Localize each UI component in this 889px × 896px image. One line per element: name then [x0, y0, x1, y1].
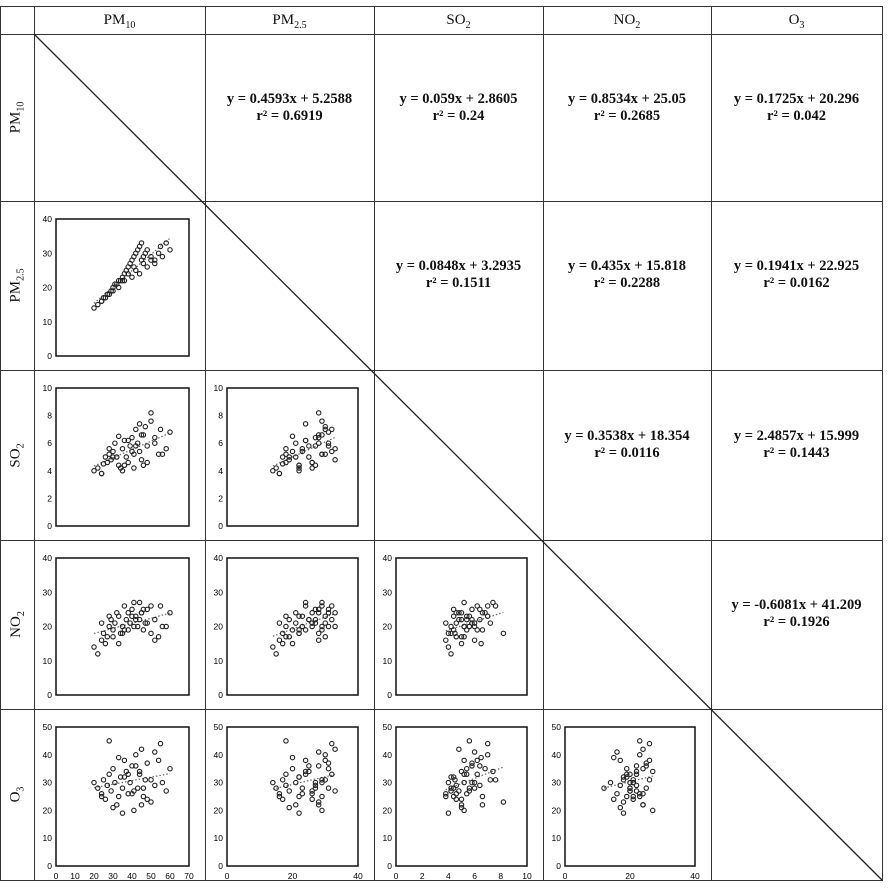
- column-header-pm10: [34, 6, 205, 34]
- r-squared-text: r² = 0.24: [432, 107, 485, 124]
- x-tick-label: 6: [472, 871, 477, 881]
- r-squared-text: r² = 0.1926: [763, 614, 830, 631]
- x-tick-label: 40: [690, 871, 700, 881]
- x-tick-label: 2: [419, 871, 425, 881]
- row-label-base: PM: [7, 280, 24, 303]
- equation-text: y = 0.059x + 2.8605: [399, 90, 518, 107]
- y-tick-label: 20: [213, 805, 223, 816]
- row-label-pm2-5: [0, 201, 34, 370]
- scatter-plot-no2-vs-pm10: [34, 540, 205, 709]
- y-tick-label: 10: [551, 833, 561, 844]
- equation-text: y = 2.4857x + 15.999: [733, 427, 860, 444]
- regression-equation: [374, 258, 543, 292]
- r-squared-text: r² = 0.1511: [425, 275, 492, 292]
- regression-equation: [711, 258, 882, 292]
- plot-frame: [56, 727, 189, 866]
- column-header-no2: [543, 6, 711, 34]
- plot-frame: [565, 727, 695, 866]
- y-tick-label: 30: [382, 777, 392, 788]
- x-tick-label: 0: [224, 871, 230, 881]
- row-label-subscript: 10: [15, 101, 27, 112]
- y-tick-label: 40: [42, 553, 52, 563]
- scatter-plot-o3-vs-pm10: [34, 709, 205, 896]
- y-tick-label: 0: [47, 690, 52, 700]
- row-label-base: NO: [7, 616, 24, 638]
- y-tick-label: 30: [42, 587, 52, 598]
- x-tick-label: 20: [287, 871, 298, 881]
- y-tick-label: 50: [213, 722, 223, 732]
- y-tick-label: 20: [213, 621, 223, 632]
- y-tick-label: 20: [382, 805, 392, 816]
- y-tick-label: 0: [387, 690, 392, 700]
- equation-text: y = 0.0848x + 3.2935: [395, 258, 522, 275]
- y-tick-label: 10: [42, 655, 52, 666]
- y-tick-label: 8: [47, 410, 52, 421]
- y-tick-label: 2: [218, 493, 223, 504]
- y-tick-label: 30: [42, 777, 52, 788]
- header-base: SO: [446, 12, 466, 28]
- y-tick-label: 40: [382, 749, 392, 760]
- y-tick-label: 0: [47, 521, 52, 531]
- regression-equation: [543, 91, 711, 125]
- r-squared-text: r² = 0.0162: [763, 275, 830, 292]
- scatter-plot-so2-vs-pm2-5: [205, 370, 374, 540]
- row-label-text: [8, 102, 27, 134]
- y-tick-label: 10: [382, 833, 392, 844]
- x-tick-label: 4: [446, 871, 451, 881]
- regression-equation: [543, 428, 711, 462]
- y-tick-label: 0: [47, 861, 52, 871]
- x-tick-label: 20: [625, 871, 635, 881]
- r-squared-text: r² = 0.1443: [763, 444, 830, 461]
- x-tick-label: 0: [53, 871, 59, 881]
- row-label-text: [8, 443, 27, 467]
- r-squared-text: r² = 0.2288: [593, 275, 661, 292]
- header-subscript: 3: [799, 20, 805, 31]
- header-base: PM: [103, 12, 126, 28]
- regression-equation: [205, 91, 374, 125]
- scatter-plot-o3-vs-so2: [374, 709, 543, 896]
- y-tick-label: 30: [382, 587, 392, 598]
- column-header-so2: [374, 6, 543, 34]
- scatter-plot-o3-vs-pm2-5: [205, 709, 374, 896]
- y-tick-label: 50: [42, 722, 52, 732]
- row-label-text: [7, 611, 26, 638]
- r-squared-text: r² = 0.6919: [256, 107, 323, 124]
- equation-text: y = 0.435x + 15.818: [567, 258, 687, 275]
- y-tick-label: 10: [213, 383, 223, 393]
- y-tick-label: 0: [218, 521, 223, 531]
- header-subscript: 2.5: [294, 20, 307, 31]
- y-tick-label: 40: [382, 553, 392, 563]
- x-tick-label: 10: [522, 871, 532, 881]
- equation-text: y = 0.3538x + 18.354: [564, 427, 690, 444]
- y-tick-label: 40: [42, 214, 52, 224]
- y-tick-label: 40: [42, 749, 52, 760]
- y-tick-label: 20: [42, 621, 52, 632]
- y-tick-label: 20: [42, 282, 52, 293]
- plot-frame: [56, 558, 189, 695]
- y-tick-label: 0: [387, 861, 392, 871]
- y-tick-label: 20: [42, 805, 52, 816]
- header-subscript: 2: [465, 20, 471, 31]
- row-label-subscript: 2: [15, 442, 27, 448]
- row-label-o3: [0, 709, 34, 880]
- equation-text: y = 0.1725x + 20.296: [733, 90, 860, 107]
- scatter-plot-no2-vs-pm2-5: [205, 540, 374, 709]
- row-label-base: PM: [7, 111, 24, 134]
- x-tick-label: 60: [165, 871, 175, 881]
- y-tick-label: 40: [213, 553, 223, 563]
- y-tick-label: 2: [47, 493, 52, 504]
- y-tick-label: 10: [213, 655, 223, 666]
- row-label-subscript: 2: [15, 611, 27, 617]
- row-label-no2: [0, 540, 34, 709]
- regression-equation: [543, 258, 711, 292]
- row-label-text: [8, 787, 27, 803]
- scatter-plot-o3-vs-no2: [543, 709, 711, 896]
- regression-equation: [711, 428, 882, 462]
- row-label-text: [8, 268, 27, 302]
- y-tick-label: 20: [382, 621, 392, 632]
- r-squared-text: r² = 0.0116: [594, 444, 660, 461]
- y-tick-label: 8: [218, 410, 223, 421]
- y-tick-label: 30: [42, 248, 52, 259]
- y-tick-label: 0: [556, 861, 561, 871]
- scatter-plot-pm2-5-vs-pm10: [34, 201, 205, 370]
- regression-equation: [711, 597, 882, 631]
- x-tick-label: 40: [127, 871, 137, 881]
- row-label-so2: [0, 370, 34, 540]
- y-tick-label: 4: [47, 465, 52, 476]
- x-tick-label: 30: [108, 871, 118, 881]
- r-squared-text: r² = 0.2685: [593, 107, 661, 124]
- y-tick-label: 10: [42, 383, 52, 393]
- x-tick-label: 10: [70, 871, 80, 881]
- row-label-base: SO: [7, 447, 24, 468]
- x-tick-label: 0: [562, 871, 568, 881]
- row-label-pm10: [0, 34, 34, 201]
- y-tick-label: 0: [218, 861, 223, 871]
- scatter-plot-no2-vs-so2: [374, 540, 543, 709]
- x-tick-label: 40: [353, 871, 363, 881]
- column-header-o3: [711, 6, 882, 34]
- regression-equation: [711, 91, 882, 125]
- r-squared-text: r² = 0.042: [767, 107, 826, 124]
- header-base: NO: [613, 12, 636, 28]
- x-tick-label: 20: [89, 871, 99, 881]
- equation-text: y = 0.8534x + 25.05: [567, 90, 687, 107]
- y-tick-label: 0: [47, 351, 52, 361]
- plot-frame: [396, 727, 527, 866]
- header-base: PM: [272, 12, 295, 28]
- y-tick-label: 40: [213, 749, 223, 760]
- equation-text: y = 0.1941x + 22.925: [733, 258, 860, 275]
- y-tick-label: 10: [382, 655, 392, 666]
- y-tick-label: 50: [382, 722, 392, 732]
- y-tick-label: 50: [551, 722, 561, 732]
- x-tick-label: 0: [393, 871, 399, 881]
- equation-text: y = 0.4593x + 5.2588: [226, 90, 353, 107]
- row-label-subscript: 3: [15, 786, 27, 792]
- plot-frame: [56, 388, 189, 526]
- y-tick-label: 6: [218, 438, 223, 449]
- y-tick-label: 10: [42, 316, 52, 327]
- y-tick-label: 10: [42, 833, 52, 844]
- y-tick-label: 30: [213, 587, 223, 598]
- y-tick-label: 40: [551, 749, 561, 760]
- y-tick-label: 10: [213, 833, 223, 844]
- scatter-plot-so2-vs-pm10: [34, 370, 205, 540]
- y-tick-label: 6: [47, 438, 52, 449]
- header-subscript: 2: [635, 20, 641, 31]
- y-tick-label: 0: [218, 690, 223, 700]
- regression-equation: [374, 91, 543, 125]
- plot-frame: [227, 727, 358, 866]
- row-label-base: O: [7, 791, 24, 803]
- column-header-pm2-5: [205, 6, 374, 34]
- y-tick-label: 30: [551, 777, 561, 788]
- equation-text: y = -0.6081x + 41.209: [731, 597, 862, 614]
- y-tick-label: 30: [213, 777, 223, 788]
- header-subscript: 10: [125, 20, 136, 31]
- x-tick-label: 50: [146, 871, 156, 881]
- x-tick-label: 70: [184, 871, 194, 881]
- y-tick-label: 20: [551, 805, 561, 816]
- row-label-subscript: 2.5: [15, 268, 27, 281]
- header-base: O: [788, 12, 800, 28]
- x-tick-label: 8: [498, 871, 504, 881]
- y-tick-label: 4: [218, 465, 223, 476]
- plot-frame: [227, 558, 358, 695]
